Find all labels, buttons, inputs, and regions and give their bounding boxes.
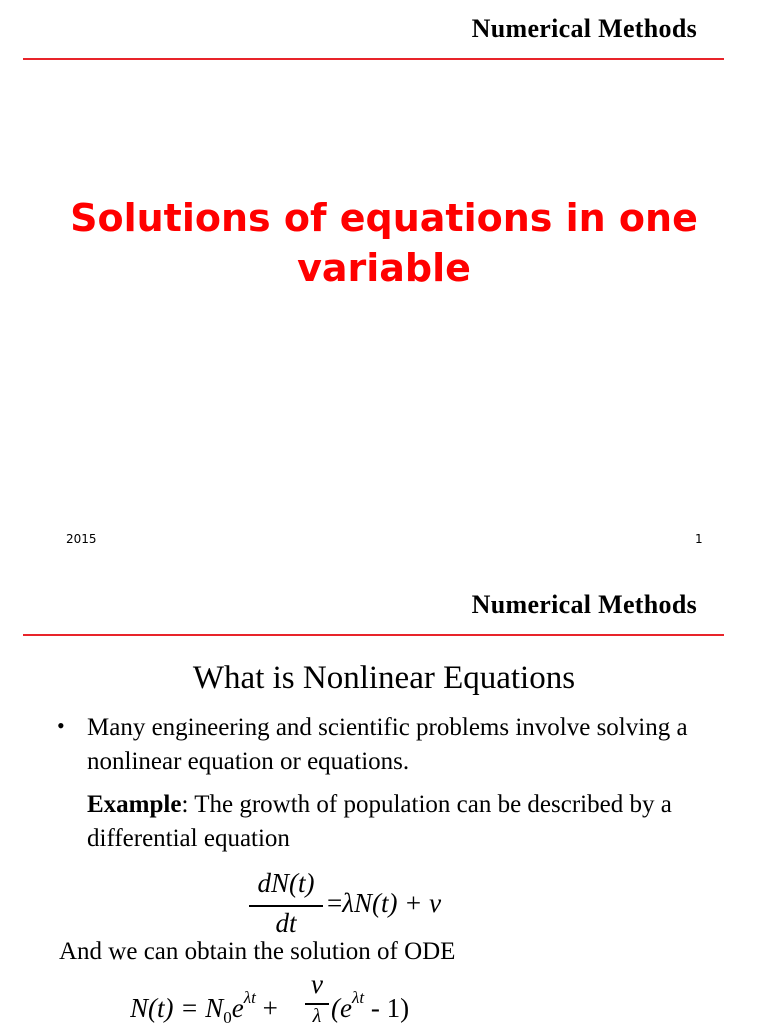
eq2-frac-num: v [311, 975, 323, 999]
header-title: Numerical Methods [471, 14, 697, 43]
header-title: Numerical Methods [471, 590, 697, 619]
equation-1 [247, 868, 487, 938]
eq2-lhs: $N(t) = N_0e^{\lambda t}$ + [130, 988, 278, 1024]
example-text: : The growth of population can be described by a differential equation [87, 791, 672, 852]
bullet-icon: • [57, 713, 65, 738]
eq2-frac-den: λ [312, 1005, 322, 1024]
eq1-numerator: dN(t) [257, 868, 315, 898]
slide-2 [0, 575, 768, 1024]
example-paragraph [87, 788, 737, 856]
equation-2 [130, 975, 450, 1024]
bullet-text: Many engineering and scientific problems involve solving a nonlinear equation or equations. [87, 714, 688, 775]
eq1-rhs: =λN(t) + v [327, 888, 442, 918]
slide-title: Solutions of equations in one variable [70, 196, 698, 290]
header-rule [23, 58, 724, 60]
eq2-rest: $(e^{\lambda t} - 1)$ [331, 988, 410, 1023]
eq1-fraction-bar [249, 905, 323, 907]
eq1-denominator: dt [275, 908, 297, 938]
page-number: 1 [695, 532, 703, 546]
example-label: Example [87, 791, 182, 818]
transition-text: And we can obtain the solution of ODE [59, 938, 456, 965]
section-heading: What is Nonlinear Equations [192, 660, 576, 696]
header-rule [23, 634, 724, 636]
footer-year: 2015 [66, 532, 97, 546]
